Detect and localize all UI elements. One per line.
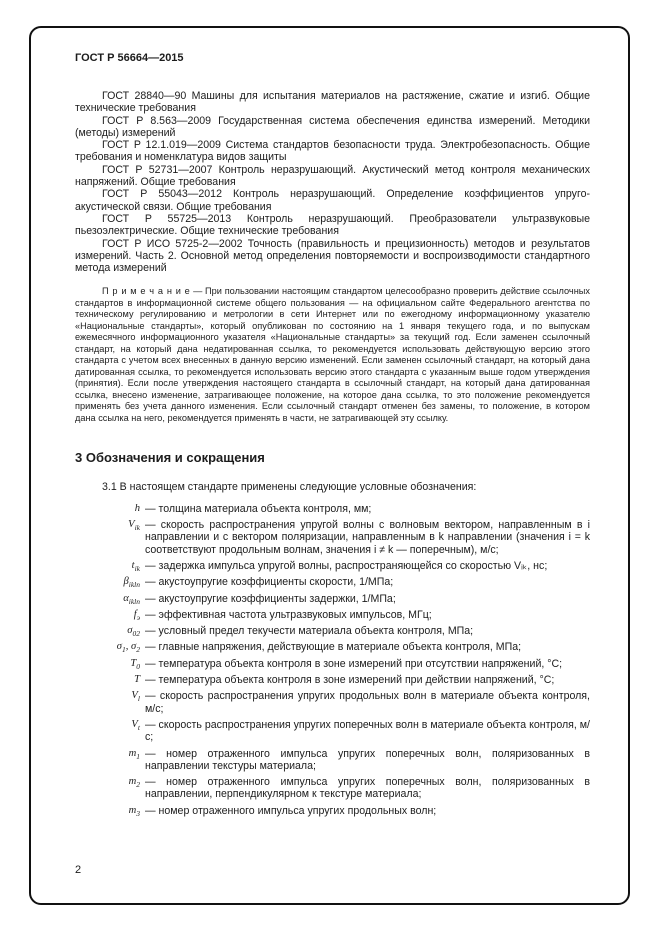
definition-item	[75, 609, 590, 621]
definition-item	[75, 641, 590, 653]
reference-paragraph: ГОСТ Р ИСО 5725-2—2002 Точность (правильность и прецизионность) методов и результатов измерений. Часть 2. Основной метод определения повторяемости и воспроизводимости стандартного метода измерений	[75, 237, 590, 275]
definition-symbol: h	[134, 502, 140, 514]
definitions-list	[75, 503, 590, 817]
definition-text: — температура объекта контроля в зоне измерений при отсутствии напряжений, °С;	[145, 657, 563, 670]
definition-text: — эффективная частота ультразвуковых импульсов, МГц;	[145, 608, 432, 621]
definition-item	[75, 776, 590, 801]
definition-symbol: $V_l$	[131, 690, 140, 704]
document-header: ГОСТ Р 56664—2015	[75, 52, 184, 64]
reference-paragraph: ГОСТ Р 55043—2012 Контроль неразрушающий. Определение коэффициентов упруго-акустической связи. Общие требования	[75, 188, 590, 213]
document-page	[75, 52, 590, 821]
definition-symbol: $m_2$	[128, 776, 140, 790]
reference-paragraph: ГОСТ 28840—90 Машины для испытания материалов на растяжение, сжатие и изгиб. Общие технические требования	[75, 90, 590, 115]
note-block	[75, 286, 590, 424]
note-text: — При пользовании настоящим стандартом целесообразно проверить действие ссылочных стандартов в информационной системе общего пользования — на официальном сайте Федерального агентства по техническому регулированию и метрологии в сети Интернет или по ежегодному информационному указателю «Национальные стандарты», который опубликован по состоянию на 1 января текущего года, и по выпускам ежемесячного информационного указателя «Национальные стандарты» за текущий год. Если заменен ссылочный стандарт, на который дана недатированная ссылка, то рекомендуется использовать действующую версию этого стандарта с учетом всех внесенных в данную версию изменений. Если заменен ссылочный стандарт, на который дана датированная ссылка, то рекомендуется использовать версию этого стандарта с указанным выше годом утверждения (принятия). Если после утверждения настоящего стандарта в ссылочный стандарт, на который дана датированная ссылка, внесено изменение, затрагивающее положение, на которое дана ссылка, то это положение рекомендуется применять без учета данного изменения. Если ссылочный стандарт отменен без замены, то положение, в котором дана ссылка на него, рекомендуется применять в части, не затрагивающей эту ссылку.	[75, 286, 590, 423]
definition-text: — скорость распространения упругой волны с волновым вектором, направленным в i направлении и с вектором поляризации, направленным в k направлении (значения i = k соответствуют продольным волнам, значения i ≠ k — поперечным), м/с;	[145, 519, 590, 556]
definition-symbol: $m_1$	[128, 747, 140, 761]
definition-item	[75, 690, 590, 715]
page-number: 2	[75, 864, 82, 876]
definition-symbol: $\sigma_{02}$	[127, 625, 140, 639]
definition-symbol: T	[134, 674, 140, 686]
definition-symbol: $\alpha_{ikln}$	[123, 592, 140, 606]
definition-item	[75, 560, 590, 572]
references-list	[75, 90, 590, 274]
reference-paragraph: ГОСТ Р 8.563—2009 Государственная система обеспечения единства измерений. Методики (методы) измерений	[75, 114, 590, 139]
definition-symbol: $\beta_{ikln}$	[123, 576, 140, 590]
definition-item	[75, 748, 590, 773]
section-heading: 3 Обозначения и сокращения	[75, 450, 265, 466]
definition-text: — номер отраженного импульса упругих поперечных волн, поляризованных в направлении текстуры материала;	[145, 747, 590, 772]
definition-item	[75, 674, 590, 686]
definition-text: — толщина материала объекта контроля, мм;	[145, 502, 372, 515]
definition-text: — номер отраженного импульса упругих поперечных волн, поляризованных в направлении, перпендикулярном к текстуре материала;	[145, 776, 590, 801]
definition-item	[75, 593, 590, 605]
reference-paragraph: ГОСТ Р 55725—2013 Контроль неразрушающий. Преобразователи ультразвуковые пьезоэлектрические. Общие технические требования	[75, 212, 590, 238]
definition-item	[75, 805, 590, 817]
definition-text: — скорость распространения упругих поперечных волн в материале объекта контроля, м/с;	[145, 718, 591, 744]
definition-item	[75, 576, 590, 588]
definition-text: — номер отраженного импульса упругих продольных волн;	[145, 804, 437, 817]
section-intro: 3.1 В настоящем стандарте применены следующие условные обозначения:	[102, 481, 477, 494]
definition-symbol: $f_э$	[133, 608, 140, 622]
definition-text: — акустоупругие коэффициенты задержки, 1/МПа;	[145, 592, 396, 605]
definition-text: — задержка импульса упругой волны, распространяющейся со скоростью Vᵢₖ, нс;	[145, 559, 548, 572]
definition-text: — главные напряжения, действующие в материале объекта контроля, МПа;	[145, 641, 522, 654]
definition-text: — скорость распространения упругих продольных волн в материале объекта контроля, м/с;	[145, 690, 590, 715]
definition-text: — условный предел текучести материала объекта контроля, МПа;	[145, 625, 474, 638]
definition-item	[75, 503, 590, 515]
definition-text: — температура объекта контроля в зоне измерений при действии напряжений, °С;	[145, 674, 555, 687]
definition-symbol: $\sigma_1$, $\sigma_2$	[116, 641, 140, 655]
definition-item	[75, 658, 590, 670]
definition-symbol: $t_{ik}$	[131, 559, 140, 574]
definition-text: — акустоупругие коэффициенты скорости, 1/МПа;	[145, 576, 394, 589]
definition-symbol: $m_3$	[128, 804, 140, 818]
note-label: П р и м е ч а н и е	[102, 286, 191, 297]
definition-item	[75, 719, 590, 744]
definition-symbol: $V_{ik}$	[128, 519, 140, 533]
definition-symbol: $V_t$	[131, 718, 140, 733]
reference-paragraph: ГОСТ Р 52731—2007 Контроль неразрушающий. Акустический метод контроля механических напряжений. Общие требования	[75, 163, 590, 189]
reference-paragraph: ГОСТ Р 12.1.019—2009 Система стандартов безопасности труда. Электробезопасность. Общие требования и номенклатура видов защиты	[75, 139, 590, 164]
definition-item	[75, 625, 590, 637]
definition-symbol: $T_0$	[130, 657, 140, 671]
definition-item	[75, 519, 590, 556]
